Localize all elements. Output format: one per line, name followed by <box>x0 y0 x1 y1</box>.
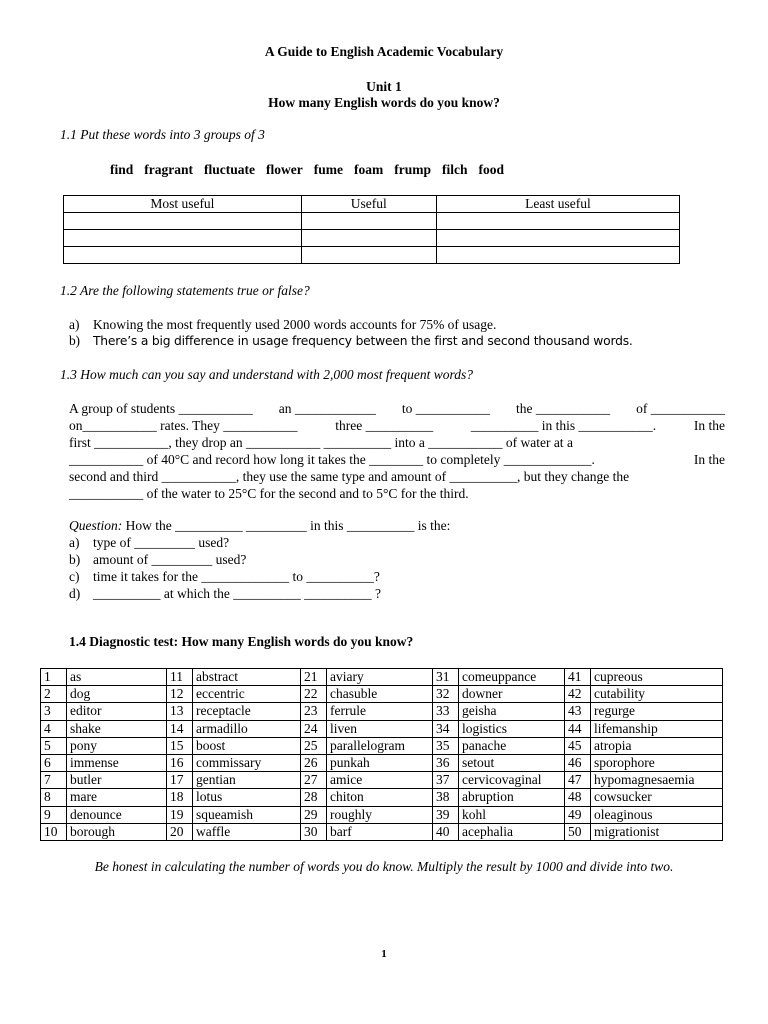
question-line <box>69 517 450 534</box>
word-cell: denounce <box>67 806 167 823</box>
paragraph-segment: In the <box>693 418 725 433</box>
word-bank-item: fluctuate <box>204 162 255 177</box>
instruction-text: Be honest in calculating the number of words you do know. Multiply the result by 1000 and divide into two. <box>94 859 674 874</box>
question-item <box>69 551 450 568</box>
word-cell: abstract <box>193 669 301 686</box>
question-label: Question: <box>69 518 123 533</box>
word-number: 3 <box>41 703 67 720</box>
table-row <box>41 686 723 703</box>
paragraph-segment: first ___________, they drop an ___________ __________ into a ___________ of water at a <box>69 435 573 450</box>
word-number: 32 <box>433 686 459 703</box>
word-number: 41 <box>565 669 591 686</box>
word-cell: geisha <box>459 703 565 720</box>
word-cell: lotus <box>193 789 301 806</box>
word-number: 35 <box>433 737 459 754</box>
word-bank-item: food <box>478 162 504 177</box>
paragraph-line <box>69 468 725 485</box>
word-number: 7 <box>41 772 67 789</box>
word-number: 11 <box>167 669 193 686</box>
table-row <box>41 703 723 720</box>
paragraph-segment: on___________ rates. They ___________ <box>69 418 298 433</box>
question-item-text: type of _________ used? <box>93 535 230 550</box>
table-row <box>64 213 680 230</box>
question-item <box>69 568 450 585</box>
table-row <box>41 720 723 737</box>
table-row <box>41 754 723 771</box>
word-number: 20 <box>167 823 193 840</box>
word-number: 48 <box>565 789 591 806</box>
word-cell: as <box>67 669 167 686</box>
word-bank-item: frump <box>394 162 431 177</box>
section-1-3-heading: 1.3 How much can you say and understand with 2,000 most frequent words? <box>60 367 473 382</box>
word-cell: ferrule <box>327 703 433 720</box>
word-groups-table <box>63 195 680 264</box>
word-number: 16 <box>167 754 193 771</box>
word-number: 44 <box>565 720 591 737</box>
word-cell: waffle <box>193 823 301 840</box>
word-bank-item: fume <box>313 162 343 177</box>
word-cell: barf <box>327 823 433 840</box>
question-item-label: a) <box>69 535 80 550</box>
word-number: 39 <box>433 806 459 823</box>
word-number: 2 <box>41 686 67 703</box>
word-number: 15 <box>167 737 193 754</box>
word-number: 9 <box>41 806 67 823</box>
word-number: 40 <box>433 823 459 840</box>
word-number: 23 <box>301 703 327 720</box>
word-cell: cervicovaginal <box>459 772 565 789</box>
word-cell: mare <box>67 789 167 806</box>
word-number: 45 <box>565 737 591 754</box>
word-cell: pony <box>67 737 167 754</box>
word-cell: sporophore <box>591 754 723 771</box>
question-item <box>69 534 450 551</box>
word-number: 14 <box>167 720 193 737</box>
column-least-useful: Least useful <box>436 196 679 213</box>
word-number: 30 <box>301 823 327 840</box>
table-row <box>41 823 723 840</box>
word-cell: cupreous <box>591 669 723 686</box>
section-1-1-heading: 1.1 Put these words into 3 groups of 3 <box>60 127 265 142</box>
section-1-4-heading: 1.4 Diagnostic test: How many English words do you know? <box>69 634 414 649</box>
statement-label: a) <box>69 317 80 332</box>
column-most-useful: Most useful <box>64 196 302 213</box>
word-number: 21 <box>301 669 327 686</box>
word-number: 36 <box>433 754 459 771</box>
blank-cell[interactable] <box>436 247 679 264</box>
paragraph-line <box>69 417 725 434</box>
word-cell: regurge <box>591 703 723 720</box>
word-number: 19 <box>167 806 193 823</box>
paragraph-segment: A group of students ___________ <box>69 401 253 416</box>
word-cell: abruption <box>459 789 565 806</box>
table-row <box>41 772 723 789</box>
question-item-label: c) <box>69 569 80 584</box>
word-cell: punkah <box>327 754 433 771</box>
paragraph-segment: In the <box>693 452 725 467</box>
paragraph-segment: ___________ of the water to 25°C for the second and to 5°C for the third. <box>69 486 469 501</box>
column-useful: Useful <box>301 196 436 213</box>
word-number: 26 <box>301 754 327 771</box>
word-bank-item: fragrant <box>144 162 193 177</box>
blank-cell[interactable] <box>436 230 679 247</box>
word-cell: chasuble <box>327 686 433 703</box>
blank-cell[interactable] <box>64 213 302 230</box>
word-number: 42 <box>565 686 591 703</box>
word-cell: cowsucker <box>591 789 723 806</box>
word-number: 29 <box>301 806 327 823</box>
word-number: 43 <box>565 703 591 720</box>
statement-text: Knowing the most frequently used 2000 words accounts for 75% of usage. <box>93 317 497 332</box>
word-number: 25 <box>301 737 327 754</box>
word-cell: armadillo <box>193 720 301 737</box>
question-item <box>69 585 450 602</box>
word-number: 1 <box>41 669 67 686</box>
word-cell: setout <box>459 754 565 771</box>
question-block <box>69 517 450 602</box>
word-number: 10 <box>41 823 67 840</box>
statement-label: b) <box>69 333 80 348</box>
word-cell: acephalia <box>459 823 565 840</box>
unit-subtitle: How many English words do you know? <box>268 95 500 110</box>
cloze-paragraph <box>69 400 725 502</box>
word-number: 34 <box>433 720 459 737</box>
question-text: How the __________ _________ in this __________ is the: <box>122 518 451 533</box>
word-cell: editor <box>67 703 167 720</box>
table-row <box>64 230 680 247</box>
question-item-text: amount of _________ used? <box>93 552 247 567</box>
word-cell: boost <box>193 737 301 754</box>
word-cell: oleaginous <box>591 806 723 823</box>
table-row <box>41 737 723 754</box>
word-cell: gentian <box>193 772 301 789</box>
word-cell: parallelogram <box>327 737 433 754</box>
word-cell: immense <box>67 754 167 771</box>
word-number: 6 <box>41 754 67 771</box>
word-bank <box>110 162 515 178</box>
blank-cell[interactable] <box>301 247 436 264</box>
table-row <box>41 669 723 686</box>
word-number: 47 <box>565 772 591 789</box>
word-number: 31 <box>433 669 459 686</box>
word-number: 17 <box>167 772 193 789</box>
word-cell: panache <box>459 737 565 754</box>
question-item-label: b) <box>69 552 81 567</box>
paragraph-line <box>69 434 725 451</box>
paragraph-line <box>69 485 725 502</box>
paragraph-line <box>69 400 725 417</box>
word-cell: cutability <box>591 686 723 703</box>
word-cell: comeuppance <box>459 669 565 686</box>
word-cell: eccentric <box>193 686 301 703</box>
word-number: 33 <box>433 703 459 720</box>
word-cell: downer <box>459 686 565 703</box>
word-number: 28 <box>301 789 327 806</box>
word-number: 4 <box>41 720 67 737</box>
blank-cell[interactable] <box>64 247 302 264</box>
word-cell: shake <box>67 720 167 737</box>
word-number: 5 <box>41 737 67 754</box>
word-number: 13 <box>167 703 193 720</box>
word-cell: receptacle <box>193 703 301 720</box>
word-number: 27 <box>301 772 327 789</box>
word-number: 22 <box>301 686 327 703</box>
word-cell: commissary <box>193 754 301 771</box>
word-number: 49 <box>565 806 591 823</box>
word-cell: lifemanship <box>591 720 723 737</box>
question-item-text: __________ at which the __________ __________ ? <box>93 586 381 601</box>
blank-cell[interactable] <box>301 230 436 247</box>
question-item-label: d) <box>69 586 81 601</box>
word-cell: borough <box>67 823 167 840</box>
paragraph-segment: three __________ <box>335 418 434 433</box>
word-cell: butler <box>67 772 167 789</box>
paragraph-line <box>69 451 725 468</box>
word-cell: squeamish <box>193 806 301 823</box>
word-number: 24 <box>301 720 327 737</box>
statement-text: There’s a big difference in usage frequency between the first and second thousand words. <box>93 334 633 348</box>
paragraph-segment: __________ in this ___________. <box>470 418 657 433</box>
word-number: 50 <box>565 823 591 840</box>
word-cell: atropia <box>591 737 723 754</box>
word-cell: liven <box>327 720 433 737</box>
section-1-2-heading: 1.2 Are the following statements true or false? <box>60 283 310 298</box>
blank-cell[interactable] <box>301 213 436 230</box>
table-row <box>41 789 723 806</box>
question-items <box>69 534 450 602</box>
table-row <box>41 806 723 823</box>
word-number: 37 <box>433 772 459 789</box>
paragraph-segment: ___________ of 40°C and record how long it takes the ________ to completely _____________. <box>69 452 595 467</box>
word-bank-item: flower <box>266 162 303 177</box>
word-number: 12 <box>167 686 193 703</box>
word-cell: dog <box>67 686 167 703</box>
word-bank-item: filch <box>441 162 468 177</box>
paragraph-segment: the ___________ <box>515 401 611 416</box>
word-bank-item: foam <box>353 162 384 177</box>
diagnostic-table <box>40 668 723 841</box>
word-bank-item: find <box>110 162 134 177</box>
page-number: 1 <box>381 948 387 960</box>
blank-cell[interactable] <box>64 230 302 247</box>
statement-b <box>69 333 633 349</box>
word-cell: hypomagnesaemia <box>591 772 723 789</box>
word-number: 38 <box>433 789 459 806</box>
statement-a <box>69 317 496 333</box>
word-number: 18 <box>167 789 193 806</box>
word-number: 46 <box>565 754 591 771</box>
document-title: A Guide to English Academic Vocabulary <box>264 44 504 59</box>
word-number: 8 <box>41 789 67 806</box>
word-cell: amice <box>327 772 433 789</box>
word-cell: logistics <box>459 720 565 737</box>
paragraph-segment: an ____________ <box>278 401 376 416</box>
table-row <box>64 247 680 264</box>
word-cell: migrationist <box>591 823 723 840</box>
question-item-text: time it takes for the _____________ to __________? <box>93 569 380 584</box>
blank-cell[interactable] <box>436 213 679 230</box>
word-cell: chiton <box>327 789 433 806</box>
unit-label: Unit 1 <box>366 79 402 94</box>
paragraph-segment: second and third ___________, they use the same type and amount of __________, but they change the <box>69 469 630 484</box>
paragraph-segment: of ___________ <box>636 401 725 416</box>
paragraph-segment: to ___________ <box>401 401 490 416</box>
word-cell: roughly <box>327 806 433 823</box>
word-cell: aviary <box>327 669 433 686</box>
word-cell: kohl <box>459 806 565 823</box>
